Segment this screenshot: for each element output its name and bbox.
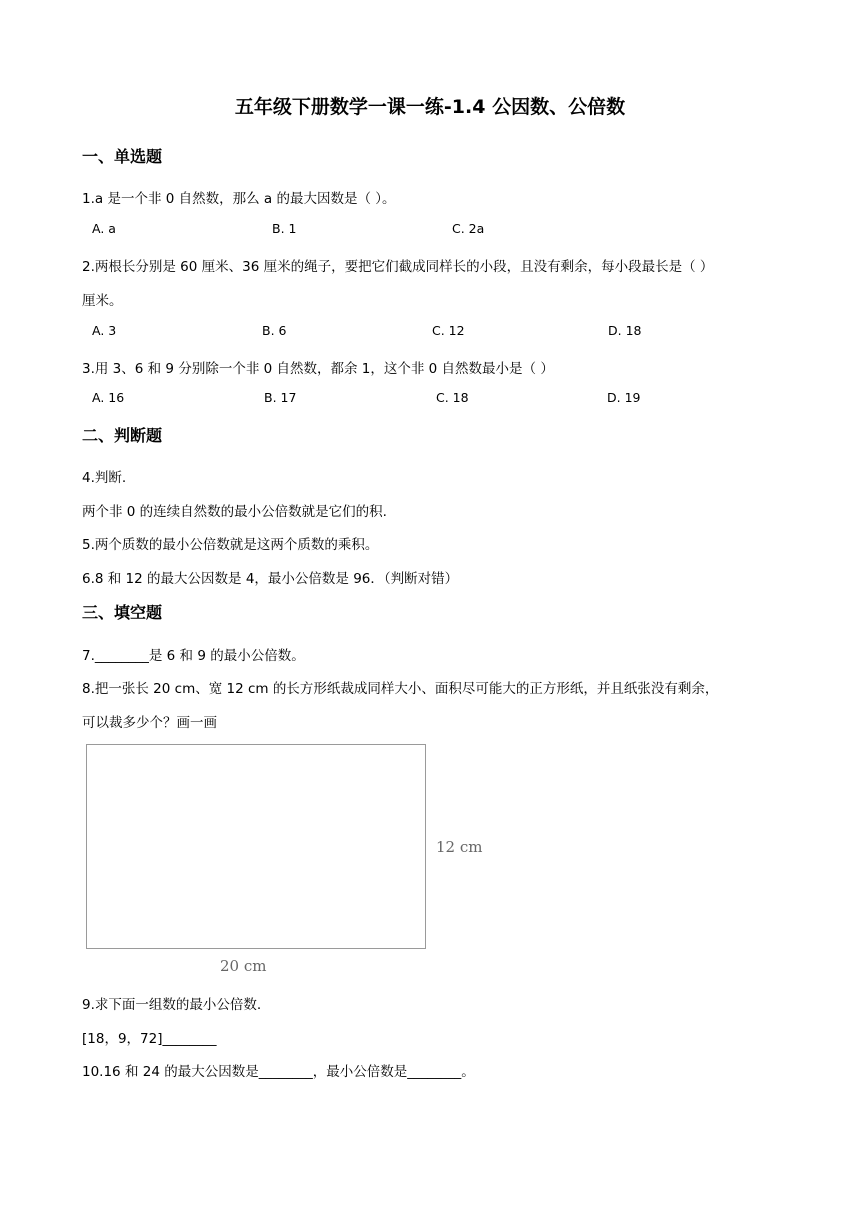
question-1-option-c[interactable]: C. 2a	[452, 221, 485, 236]
rectangle-width-label: 20 cm	[220, 957, 267, 975]
page-title: 五年级下册数学一课一练-1.4 公因数、公倍数	[234, 96, 626, 118]
question-3-option-b[interactable]: B. 17	[264, 390, 297, 405]
question-9-text-line1: 9.求下面一组数的最小公倍数.	[82, 997, 262, 1013]
question-3-text: 3.用 3、6 和 9 分别除一个非 0 自然数，都余 1，这个非 0 自然数最小是（ ）	[82, 361, 554, 377]
section-heading-true-false: 二、判断题	[82, 426, 163, 445]
question-4-text-line1: 4.判断.	[82, 470, 127, 486]
question-8-text-line2: 可以裁多少个？画一画	[82, 715, 217, 731]
question-2-option-a[interactable]: A. 3	[92, 323, 117, 338]
rectangle-height-label: 12 cm	[436, 838, 483, 856]
question-10-text: 10.16 和 24 的最大公因数是________，最小公倍数是________。	[82, 1064, 475, 1080]
question-9-text-line2: [18，9，72]________	[82, 1031, 217, 1047]
question-3-option-d[interactable]: D. 19	[607, 390, 641, 405]
question-8-text-line1: 8.把一张长 20 cm、宽 12 cm 的长方形纸裁成同样大小、面积尽可能大的正方形纸，并且纸张没有剩余，	[82, 681, 719, 697]
rectangle-diagram	[86, 744, 426, 949]
question-5-text: 5.两个质数的最小公倍数就是这两个质数的乘积。	[82, 537, 379, 553]
question-3-option-c[interactable]: C. 18	[436, 390, 469, 405]
question-1-text: 1.a 是一个非 0 自然数，那么 a 的最大因数是（ ）。	[82, 191, 396, 207]
question-4-text-line2: 两个非 0 的连续自然数的最小公倍数就是它们的积.	[82, 504, 387, 520]
question-2-text-line1: 2.两根长分别是 60 厘米、36 厘米的绳子，要把它们截成同样长的小段，且没有剩余，每小段最长是（ ）	[82, 259, 714, 275]
question-2-option-b[interactable]: B. 6	[262, 323, 287, 338]
question-1-option-b[interactable]: B. 1	[272, 221, 297, 236]
question-6-text: 6.8 和 12 的最大公因数是 4，最小公倍数是 96．（判断对错）	[82, 571, 459, 587]
question-2-text-line2: 厘米。	[82, 293, 123, 309]
section-heading-single-choice: 一、单选题	[82, 147, 163, 166]
question-1-option-a[interactable]: A. a	[92, 221, 116, 236]
question-7-text: 7.________是 6 和 9 的最小公倍数。	[82, 648, 305, 664]
question-2-option-d[interactable]: D. 18	[608, 323, 642, 338]
section-heading-fill-blank: 三、填空题	[82, 603, 163, 622]
question-2-option-c[interactable]: C. 12	[432, 323, 465, 338]
question-3-option-a[interactable]: A. 16	[92, 390, 125, 405]
